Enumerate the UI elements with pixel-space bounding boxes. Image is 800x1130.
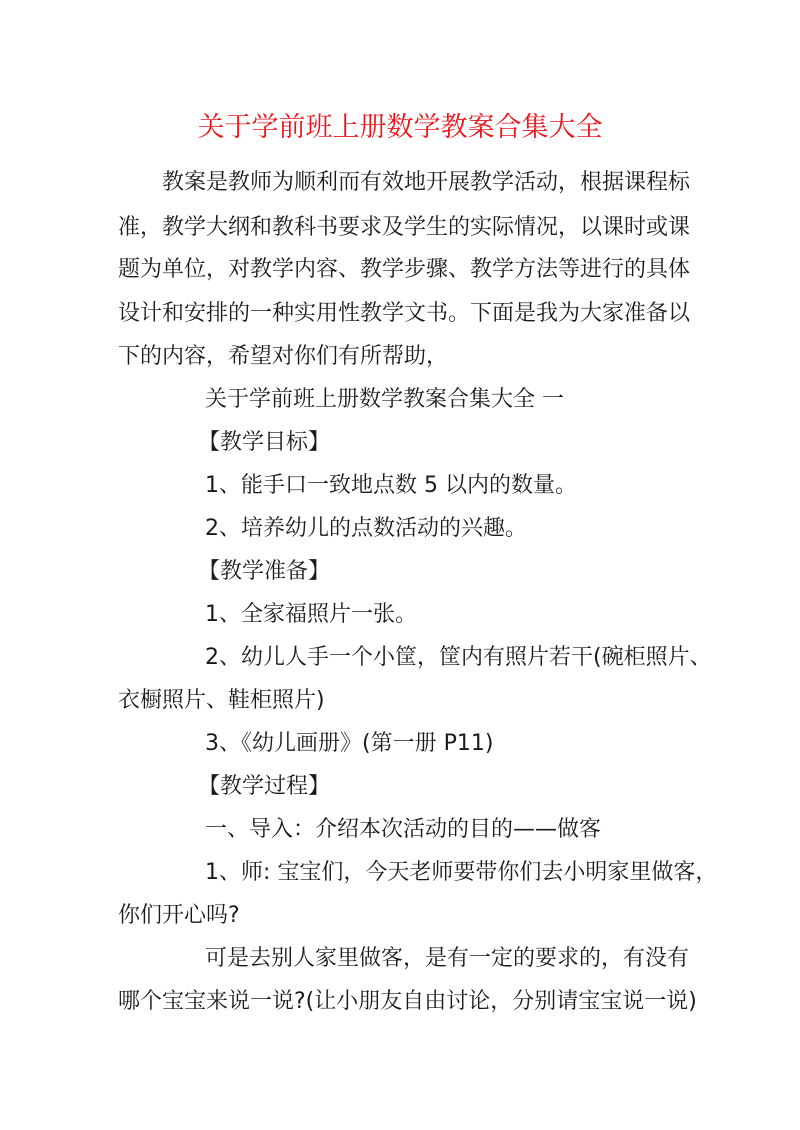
prep-item-3: 3、《幼儿画册》(第一册 P11): [205, 731, 494, 756]
intro-line-2: 准，教学大纲和教科书要求及学生的实际情况，以课时或课: [118, 215, 691, 240]
goal-item-1: 1、能手口一致地点数 5 以内的数量。: [205, 473, 577, 498]
section-title: 关于学前班上册数学教案合集大全 一: [205, 387, 564, 412]
intro-line-1: 教案是教师为顺利而有效地开展教学活动，根据课程标: [162, 170, 691, 195]
prep-item-2-line-1: 2、幼儿人手一个小筐，筐内有照片若干(碗柜照片、: [205, 645, 712, 670]
process-step-2-line-1: 可是去别人家里做客，是有一定的要求的，有没有: [205, 946, 690, 971]
document-title: 关于学前班上册数学教案合集大全: [197, 112, 603, 143]
prep-item-2-line-2: 衣橱照片、鞋柜照片): [118, 688, 325, 713]
prep-item-1: 1、全家福照片一张。: [205, 602, 417, 627]
process-step-1-line-1: 1、师: 宝宝们，今天老师要带你们去小明家里做客，: [205, 860, 718, 885]
intro-line-5: 下的内容，希望对你们有所帮助，: [118, 344, 449, 369]
intro-line-4: 设计和安排的一种实用性教学文书。下面是我为大家准备以: [118, 301, 691, 326]
process-step-intro: 一、导入：介绍本次活动的目的——做客: [205, 817, 602, 842]
process-step-1-line-2: 你们开心吗?: [118, 903, 240, 928]
intro-line-3: 题为单位，对教学内容、教学步骤、教学方法等进行的具体: [118, 257, 691, 282]
prep-heading: 【教学准备】: [198, 559, 331, 584]
goals-heading: 【教学目标】: [198, 430, 331, 455]
process-heading: 【教学过程】: [198, 774, 331, 799]
goal-item-2: 2、培养幼儿的点数活动的兴趣。: [205, 516, 527, 541]
process-step-2-line-2: 哪个宝宝来说一说?(让小朋友自由讨论，分别请宝宝说一说): [118, 989, 697, 1014]
